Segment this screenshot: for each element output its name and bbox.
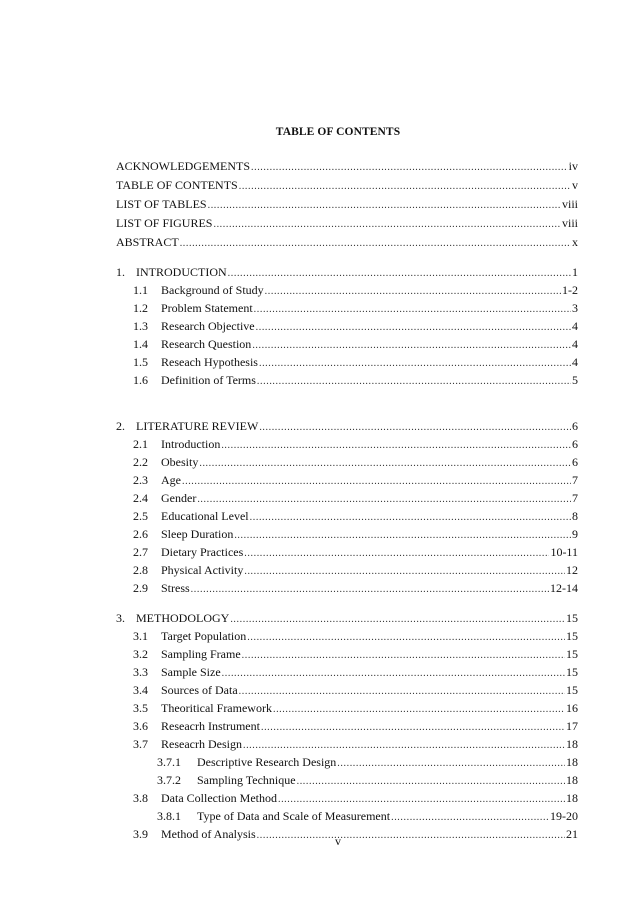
dot-leader bbox=[213, 216, 561, 234]
toc-entry-number: 1.1 bbox=[133, 283, 148, 297]
toc-entry-page: 12 bbox=[566, 563, 578, 577]
toc-entry[interactable] bbox=[116, 195, 578, 213]
toc-entry-page: viii bbox=[561, 216, 578, 230]
toc-entry-page: 18 bbox=[566, 791, 578, 805]
toc-entry-number: 3.7 bbox=[133, 737, 148, 751]
toc-entry-page: 7 bbox=[572, 473, 578, 487]
toc-entry-title: Introduction bbox=[161, 437, 221, 451]
toc-entry[interactable] bbox=[157, 771, 578, 789]
toc-entry-page: 18 bbox=[566, 755, 578, 769]
toc-entry-page: 15 bbox=[566, 683, 578, 697]
toc-entry-page: x bbox=[572, 235, 578, 249]
toc-entry-title: INTRODUCTION bbox=[136, 265, 227, 279]
toc-entry-number: 1.4 bbox=[133, 337, 148, 351]
toc-entry-number: 1.5 bbox=[133, 355, 148, 369]
toc-entry[interactable] bbox=[133, 317, 578, 335]
toc-entry-page: 1 bbox=[572, 265, 578, 279]
dot-leader bbox=[191, 581, 549, 599]
toc-entry-title: Stress bbox=[161, 581, 190, 595]
toc-entry-title: Background of Study bbox=[161, 283, 264, 297]
toc-entry[interactable] bbox=[133, 561, 578, 579]
toc-entry-title: Reseacrh Instrument bbox=[161, 719, 260, 733]
toc-entry-title: Dietary Practices bbox=[161, 545, 244, 559]
toc-entry[interactable] bbox=[133, 543, 578, 561]
toc-entry-page: 7 bbox=[572, 491, 578, 505]
toc-entry-number: 3.5 bbox=[133, 701, 148, 715]
toc-entry-page: 4 bbox=[572, 319, 578, 333]
toc-entry[interactable] bbox=[133, 353, 578, 371]
dot-leader bbox=[180, 235, 571, 253]
toc-entry-page: iv bbox=[568, 159, 578, 173]
toc-entry-title: Type of Data and Scale of Measurement bbox=[197, 809, 391, 823]
toc-entry-number: 3.8 bbox=[133, 791, 148, 805]
page-number: v bbox=[335, 834, 341, 848]
toc-entry-title: Physical Activity bbox=[161, 563, 244, 577]
toc-entry-title: LITERATURE REVIEW bbox=[136, 419, 259, 433]
toc-entry-title: Reseach Hypothesis bbox=[161, 355, 258, 369]
toc-entry-page: 18 bbox=[566, 737, 578, 751]
toc-entry-number: 3.6 bbox=[133, 719, 148, 733]
toc-entry-title: Method of Analysis bbox=[161, 827, 256, 841]
toc-entry[interactable] bbox=[116, 157, 578, 175]
toc-entry-page: 1-2 bbox=[562, 283, 578, 297]
toc-entry[interactable] bbox=[116, 263, 578, 281]
toc-entry-page: 19-20 bbox=[550, 809, 578, 823]
toc-entry[interactable] bbox=[133, 789, 578, 807]
toc-entry-number: 3.9 bbox=[133, 827, 148, 841]
toc-entry-title: Obesity bbox=[161, 455, 199, 469]
toc-entry-title: Educational Level bbox=[161, 509, 249, 523]
toc-entry-number: 1.2 bbox=[133, 301, 148, 315]
toc-entry-title: LIST OF TABLES bbox=[116, 197, 207, 211]
toc-entry-number: 3.7.1 bbox=[157, 755, 181, 769]
toc-entry-number: 1.3 bbox=[133, 319, 148, 333]
toc-entry-page: 6 bbox=[572, 419, 578, 433]
toc-entry-number: 3.7.2 bbox=[157, 773, 181, 787]
toc-entry-title: LIST OF FIGURES bbox=[116, 216, 213, 230]
toc-entry-page: 6 bbox=[572, 455, 578, 469]
toc-entry[interactable] bbox=[133, 663, 578, 681]
toc-entry-number: 2.6 bbox=[133, 527, 148, 541]
dot-leader bbox=[251, 159, 568, 177]
toc-entry[interactable] bbox=[116, 176, 578, 194]
toc-entry[interactable] bbox=[116, 214, 578, 232]
toc-entry[interactable] bbox=[133, 579, 578, 597]
toc-entry-title: Research Objective bbox=[161, 319, 255, 333]
toc-entry-page: 15 bbox=[566, 665, 578, 679]
toc-entry-number: 2.4 bbox=[133, 491, 148, 505]
toc-entry[interactable] bbox=[133, 681, 578, 699]
toc-entry[interactable] bbox=[116, 609, 578, 627]
toc-entry[interactable] bbox=[133, 735, 578, 753]
toc-entry-number: 2.8 bbox=[133, 563, 148, 577]
toc-entry-title: Sampling Technique bbox=[197, 773, 296, 787]
toc-entry-number: 3.4 bbox=[133, 683, 148, 697]
toc-entry[interactable] bbox=[133, 453, 578, 471]
toc-entry[interactable] bbox=[133, 335, 578, 353]
toc-entry-number: 2.5 bbox=[133, 509, 148, 523]
toc-entry-page: 15 bbox=[566, 629, 578, 643]
toc-entry-title: Descriptive Research Design bbox=[197, 755, 337, 769]
toc-entry[interactable] bbox=[133, 299, 578, 317]
toc-entry-page: 4 bbox=[572, 337, 578, 351]
toc-entry-page: 5 bbox=[572, 373, 578, 387]
toc-entry-page: v bbox=[572, 178, 578, 192]
toc-entry-title: Sources of Data bbox=[161, 683, 238, 697]
toc-entry-page: 9 bbox=[572, 527, 578, 541]
toc-entry-page: 15 bbox=[566, 647, 578, 661]
toc-entry-number: 1. bbox=[116, 265, 125, 279]
toc-entry-title: Research Question bbox=[161, 337, 252, 351]
toc-entry[interactable] bbox=[133, 645, 578, 663]
toc-entry-page: 10-11 bbox=[550, 545, 578, 559]
toc-entry-page: 8 bbox=[572, 509, 578, 523]
dot-leader bbox=[239, 178, 571, 196]
toc-entry-page: viii bbox=[561, 197, 578, 211]
toc-entry-page: 17 bbox=[566, 719, 578, 733]
toc-entry-title: Sample Size bbox=[161, 665, 221, 679]
toc-entry[interactable] bbox=[116, 233, 578, 251]
toc-entry-title: Gender bbox=[161, 491, 197, 505]
toc-entry-number: 2.3 bbox=[133, 473, 148, 487]
toc-entry-page: 16 bbox=[566, 701, 578, 715]
dot-leader bbox=[257, 373, 571, 391]
toc-entry-page: 3 bbox=[572, 301, 578, 315]
toc-entry-page: 6 bbox=[572, 437, 578, 451]
toc-entry[interactable] bbox=[133, 471, 578, 489]
toc-entry[interactable] bbox=[133, 435, 578, 453]
toc-entry-page: 12-14 bbox=[550, 581, 578, 595]
toc-entry[interactable] bbox=[133, 699, 578, 717]
toc-entry[interactable] bbox=[157, 807, 578, 825]
toc-entry-title: Sleep Duration bbox=[161, 527, 234, 541]
toc-entry-number: 3.3 bbox=[133, 665, 148, 679]
toc-entry-number: 3. bbox=[116, 611, 125, 625]
toc-entry[interactable] bbox=[133, 507, 578, 525]
toc-entry[interactable] bbox=[157, 753, 578, 771]
toc-heading: TABLE OF CONTENTS bbox=[275, 126, 401, 138]
toc-entry-page: 18 bbox=[566, 773, 578, 787]
toc-entry-number: 2. bbox=[116, 419, 125, 433]
toc-entry-title: Problem Statement bbox=[161, 301, 253, 315]
toc-entry[interactable] bbox=[133, 371, 578, 389]
dot-leader bbox=[208, 197, 561, 215]
toc-entry-title: Age bbox=[161, 473, 181, 487]
toc-entry-number: 2.1 bbox=[133, 437, 148, 451]
toc-entry-page: 21 bbox=[566, 827, 578, 841]
toc-entry-title: Data Collection Method bbox=[161, 791, 277, 805]
toc-entry-number: 3.1 bbox=[133, 629, 148, 643]
toc-entry-page: 15 bbox=[566, 611, 578, 625]
toc-entry-number: 3.2 bbox=[133, 647, 148, 661]
toc-entry-number: 1.6 bbox=[133, 373, 148, 387]
toc-entry-title: Sampling Frame bbox=[161, 647, 241, 661]
toc-entry[interactable] bbox=[133, 489, 578, 507]
toc-entry-number: 3.8.1 bbox=[157, 809, 181, 823]
toc-entry-title: Definition of Terms bbox=[161, 373, 256, 387]
toc-entry[interactable] bbox=[133, 627, 578, 645]
toc-entry-title: METHODOLOGY bbox=[136, 611, 230, 625]
toc-entry-title: TABLE OF CONTENTS bbox=[116, 178, 238, 192]
toc-entry-title: Theoritical Framework bbox=[161, 701, 272, 715]
toc-entry-title: ABSTRACT bbox=[116, 235, 179, 249]
toc-entry-title: Target Population bbox=[161, 629, 247, 643]
toc-entry[interactable] bbox=[133, 281, 578, 299]
toc-entry-title: Reseacrh Design bbox=[161, 737, 242, 751]
toc-entry[interactable] bbox=[133, 525, 578, 543]
toc-entry-number: 2.9 bbox=[133, 581, 148, 595]
toc-entry-title: ACKNOWLEDGEMENTS bbox=[116, 159, 250, 173]
toc-entry[interactable] bbox=[116, 417, 578, 435]
toc-entry-page: 4 bbox=[572, 355, 578, 369]
toc-entry[interactable] bbox=[133, 717, 578, 735]
toc-entry-number: 2.2 bbox=[133, 455, 148, 469]
toc-entry-number: 2.7 bbox=[133, 545, 148, 559]
